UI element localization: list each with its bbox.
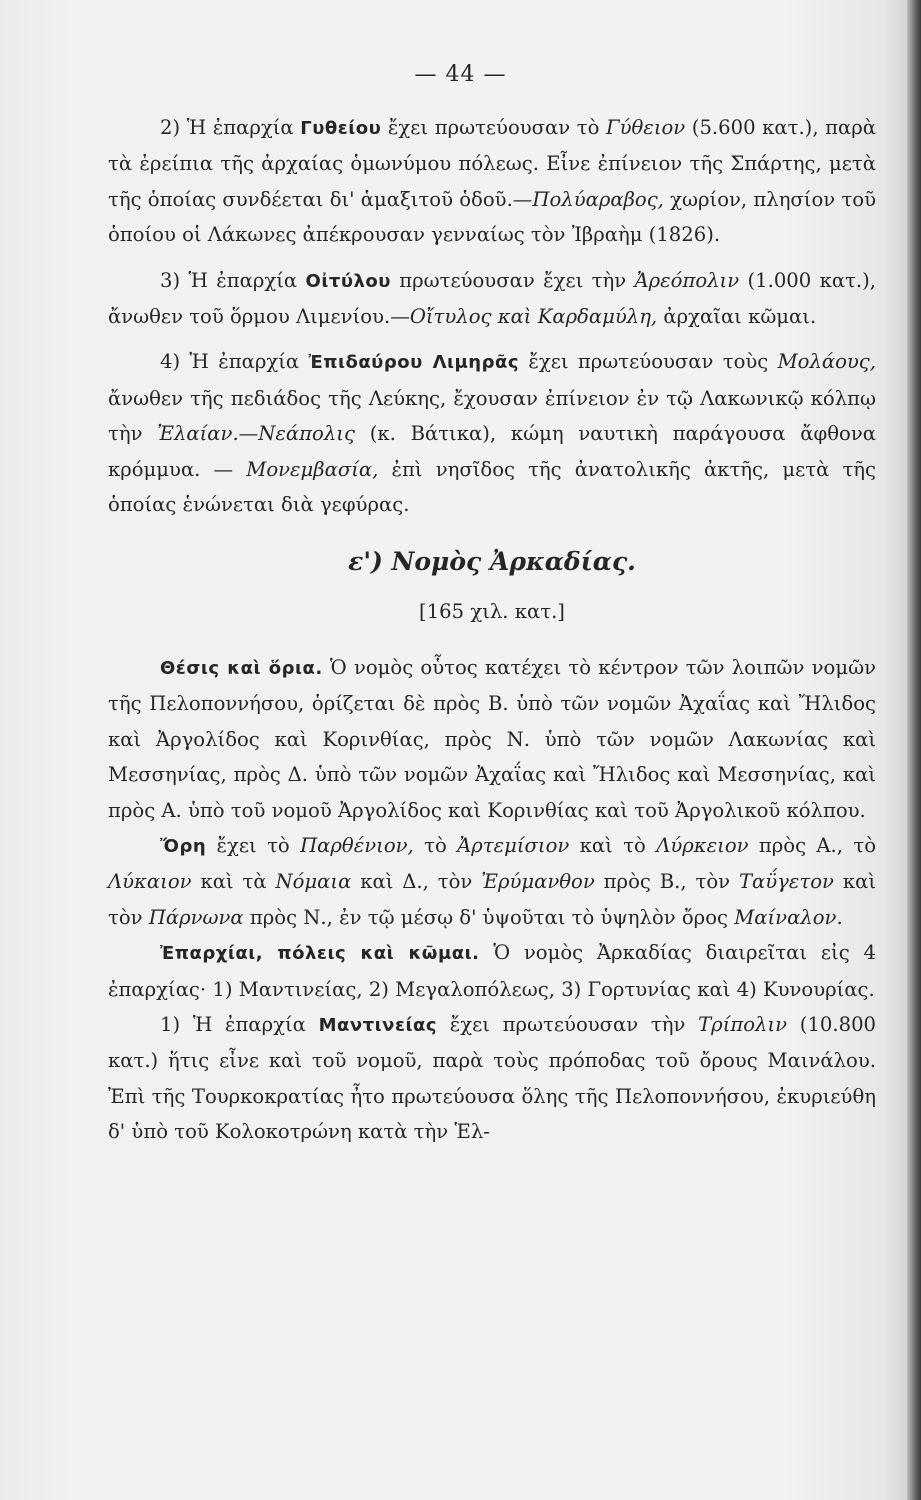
page-edge-shadow [907, 0, 921, 1500]
paragraph-provinces: Ἐπαρχίαι, πόλεις καὶ κῶμαι. Ὁ νομὸς Ἀρκαδίας διαιρεῖται εἰς 4 ἐπαρχίας· 1) Μαντινείας, 2) Μεγαλοπόλεως, 3) Γορτυνίας καὶ 4) Κυνουρίας. [108, 941, 876, 1001]
heading-position-borders: Θέσις καὶ ὅρια. [160, 657, 323, 679]
heading-oitylo: Οἰτύλου [305, 270, 391, 292]
paragraph-mantineia: 1) Ἡ ἐπαρχία Μαντινείας ἔχει πρωτεύουσαν τὴν Τρίπολιν (10.800 κατ.) ἥτις εἶνε καὶ τοῦ νομοῦ, παρὰ τοὺς πρόποδας τοῦ ὄρους Μαινάλου. Ἐπὶ τῆς Τουρκοκρατίας ἦτο πρωτεύουσα ὅλης τῆς Πελοποννήσου, ἐκυριεύθη δ' ὑπὸ τοῦ Κολοκοτρώνη κατὰ τὴν Ἑλ- [108, 1012, 876, 1144]
page-number: — 44 — [414, 62, 507, 87]
paragraph-mountains: Ὄρη ἔχει τὸ Παρθένιον, τὸ Ἀρτεμίσιον καὶ τὸ Λύρκειον πρὸς Α., τὸ Λύκαιον καὶ τὰ Νόμαια καὶ Δ., τὸν Ἐρύμανθον πρὸς Β., τὸν Ταΰγετον καὶ τὸν Πάρνωνα πρὸς Ν., ἐν τῷ μέσῳ δ' ὑψοῦται τὸ ὑψηλὸν ὄρος Μαίναλον. [108, 833, 876, 929]
section-title: ε') Νομὸς Ἀρκαδίας. [348, 547, 636, 577]
heading-mantineia: Μαντινείας [318, 1014, 438, 1036]
paragraph-epidavros-limiras: 4) Ἡ ἐπαρχία Ἐπιδαύρου Λιμηρᾶς ἔχει πρωτεύουσαν τοὺς Μολάους, ἄνωθεν τῆς πεδιάδος τῆς Λεύκης, ἔχουσαν ἐπίνειον ἐν τῷ Λακωνικῷ κόλπῳ τὴν Ἐλαίαν.—Νεάπολις (κ. Βάτικα), κώμη ναυτικὴ παράγουσα ἄφθονα κρόμμυα. — Μονεμβασία, ἐπὶ νησῖδος τῆς ἀνατολικῆς ἀκτῆς, μετὰ τῆς ὁποίας ἑνώνεται διὰ γεφύρας. [108, 350, 877, 517]
heading-epidavros-limiras: Ἐπιδαύρου Λιμηρᾶς [308, 352, 520, 374]
heading-mountains: Ὄρη [160, 835, 207, 857]
heading-provinces: Ἐπαρχίαι, πόλεις καὶ κῶμαι. [160, 943, 480, 965]
paragraph-position-borders: Θέσις καὶ ὅρια. Ὁ νομὸς οὗτος κατέχει τὸ κέντρον τῶν λοιπῶν νομῶν τῆς Πελοποννήσου, ὁρίζεται δὲ πρὸς Β. ὑπὸ τῶν νομῶν Ἀχαΐας καὶ Ἤλιδος καὶ Ἀργολίδος καὶ Κορινθίας, πρὸς Ν. ὑπὸ τῶν νομῶν Λακωνίας καὶ Μεσσηνίας, πρὸς Δ. ὑπὸ τῶν νομῶν Ἀχαΐας καὶ Ἤλιδος καὶ Μεσσηνίας, καὶ πρὸς Α. ὑπὸ τοῦ νομοῦ Ἀργολίδος καὶ Κορινθίας καὶ τοῦ Ἀργολικοῦ κόλπου. [108, 655, 876, 822]
paragraph-gytheio: 2) Ἡ ἐπαρχία Γυθείου ἔχει πρωτεύουσαν τὸ Γύθειον (5.600 κατ.), παρὰ τὰ ἐρείπια τῆς ἀρχαίας ὁμωνύμου πόλεως. Εἶνε ἐπίνειον τῆς Σπάρτης, μετὰ τῆς ὁποίας συνδέεται δι' ἁμαξιτοῦ ὁδοῦ.—Πολύαραβος, χωρίον, πλησίον τοῦ ὁποίου οἱ Λάκωνες ἀπέκρουσαν γενναίως τὸν Ἰβραὴμ (1826). [108, 116, 876, 247]
heading-gytheio: Γυθείου [300, 118, 382, 139]
paragraph-oitylo: 3) Ἡ ἐπαρχία Οἰτύλου πρωτεύουσαν ἔχει τὴν Ἀρεόπολιν (1.000 κατ.), ἄνωθεν τοῦ ὅρμου Λιμενίου.—Οἴτυλος καὶ Καρδαμύλη, ἀρχαῖαι κῶμαι. [108, 268, 876, 329]
page-body [108, 110, 876, 1150]
section-subtitle: [165 χιλ. κατ.] [419, 600, 565, 624]
